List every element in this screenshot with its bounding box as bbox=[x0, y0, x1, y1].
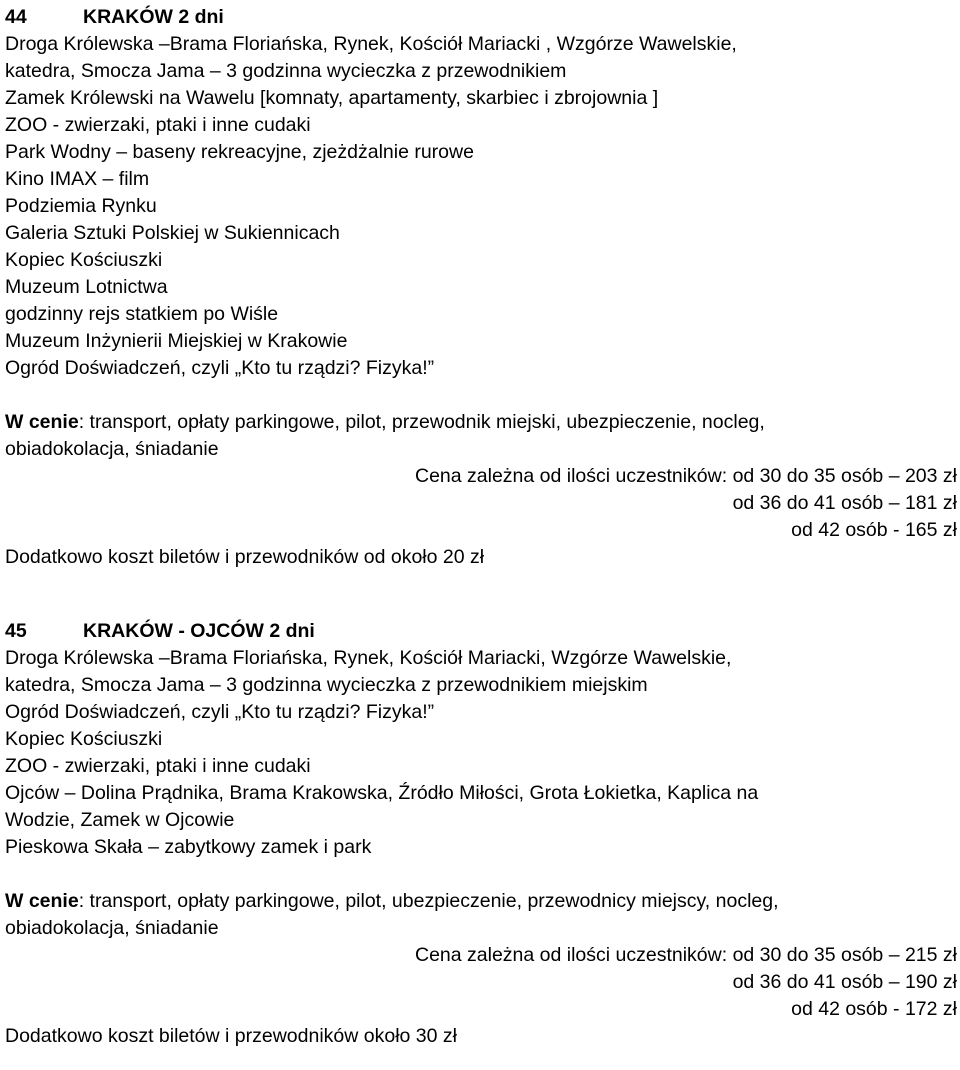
price-line: od 42 osób - 172 zł bbox=[791, 998, 957, 1020]
trip-name: KRAKÓW 2 dni bbox=[83, 6, 224, 28]
itinerary-item: katedra, Smocza Jama – 3 godzinna wycieczka z przewodnikiem miejskim bbox=[5, 674, 648, 696]
itinerary-item: Ojców – Dolina Prądnika, Brama Krakowska, Źródło Miłości, Grota Łokietka, Kaplica na bbox=[5, 782, 759, 804]
price-includes bbox=[5, 409, 960, 436]
itinerary-item: ZOO - zwierzaki, ptaki i inne cudaki bbox=[5, 114, 311, 136]
price-includes-text: : transport, opłaty parkingowe, pilot, przewodnik miejski, ubezpieczenie, nocleg, bbox=[78, 411, 765, 433]
itinerary-item: Galeria Sztuki Polskiej w Sukiennicach bbox=[5, 222, 340, 244]
itinerary-item: Wodzie, Zamek w Ojcowie bbox=[5, 809, 235, 831]
extra-cost: Dodatkowo koszt biletów i przewodników około 30 zł bbox=[5, 1025, 457, 1047]
price-includes-text: : transport, opłaty parkingowe, pilot, ubezpieczenie, przewodnicy miejscy, nocleg, bbox=[78, 890, 779, 912]
price-line: od 36 do 41 osób – 181 zł bbox=[732, 492, 957, 514]
trip-44 bbox=[5, 0, 960, 571]
trip-number: 45 bbox=[5, 620, 27, 642]
itinerary-item: Pieskowa Skała – zabytkowy zamek i park bbox=[5, 836, 372, 858]
price-includes-label: W cenie bbox=[5, 411, 79, 433]
itinerary-item: Kopiec Kościuszki bbox=[5, 249, 163, 271]
itinerary-item: Muzeum Lotnictwa bbox=[5, 276, 168, 298]
itinerary-item: Park Wodny – baseny rekreacyjne, zjeżdżalnie rurowe bbox=[5, 141, 474, 163]
trip-name: KRAKÓW - OJCÓW 2 dni bbox=[83, 620, 315, 642]
itinerary-item: Droga Królewska –Brama Floriańska, Rynek, Kościół Mariacki , Wzgórze Wawelskie, bbox=[5, 33, 737, 55]
trip-title bbox=[5, 618, 960, 645]
price-includes-continued: obiadokolacja, śniadanie bbox=[5, 917, 219, 939]
trip-number: 44 bbox=[5, 6, 27, 28]
price-line: od 36 do 41 osób – 190 zł bbox=[732, 971, 957, 993]
price-line: Cena zależna od ilości uczestników: od 30 do 35 osób – 215 zł bbox=[414, 944, 957, 966]
price-includes-label: W cenie bbox=[5, 890, 79, 912]
itinerary-item: ZOO - zwierzaki, ptaki i inne cudaki bbox=[5, 755, 311, 777]
price-line: od 42 osób - 165 zł bbox=[791, 519, 957, 541]
itinerary-item: Ogród Doświadczeń, czyli „Kto tu rządzi? Fizyka!” bbox=[5, 701, 435, 723]
price-line: Cena zależna od ilości uczestników: od 30 do 35 osób – 203 zł bbox=[414, 465, 957, 487]
itinerary-item: Podziemia Rynku bbox=[5, 195, 157, 217]
document-page bbox=[5, 0, 960, 1050]
spacer bbox=[5, 382, 960, 409]
itinerary-item: katedra, Smocza Jama – 3 godzinna wycieczka z przewodnikiem bbox=[5, 60, 567, 82]
price-includes bbox=[5, 888, 960, 915]
itinerary-item: Kopiec Kościuszki bbox=[5, 728, 163, 750]
trip-45 bbox=[5, 618, 960, 1050]
itinerary-item: Droga Królewska –Brama Floriańska, Rynek, Kościół Mariacki, Wzgórze Wawelskie, bbox=[5, 647, 732, 669]
extra-cost: Dodatkowo koszt biletów i przewodników od około 20 zł bbox=[5, 546, 485, 568]
itinerary-item: Ogród Doświadczeń, czyli „Kto tu rządzi? Fizyka!” bbox=[5, 357, 435, 379]
trip-title bbox=[5, 4, 960, 31]
itinerary-item: Kino IMAX – film bbox=[5, 168, 150, 190]
itinerary-item: Muzeum Inżynierii Miejskiej w Krakowie bbox=[5, 330, 348, 352]
itinerary-item: godzinny rejs statkiem po Wiśle bbox=[5, 303, 279, 325]
spacer bbox=[5, 861, 960, 888]
itinerary-item: Zamek Królewski na Wawelu [komnaty, apartamenty, skarbiec i zbrojownia ] bbox=[5, 87, 659, 109]
price-includes-continued: obiadokolacja, śniadanie bbox=[5, 438, 219, 460]
